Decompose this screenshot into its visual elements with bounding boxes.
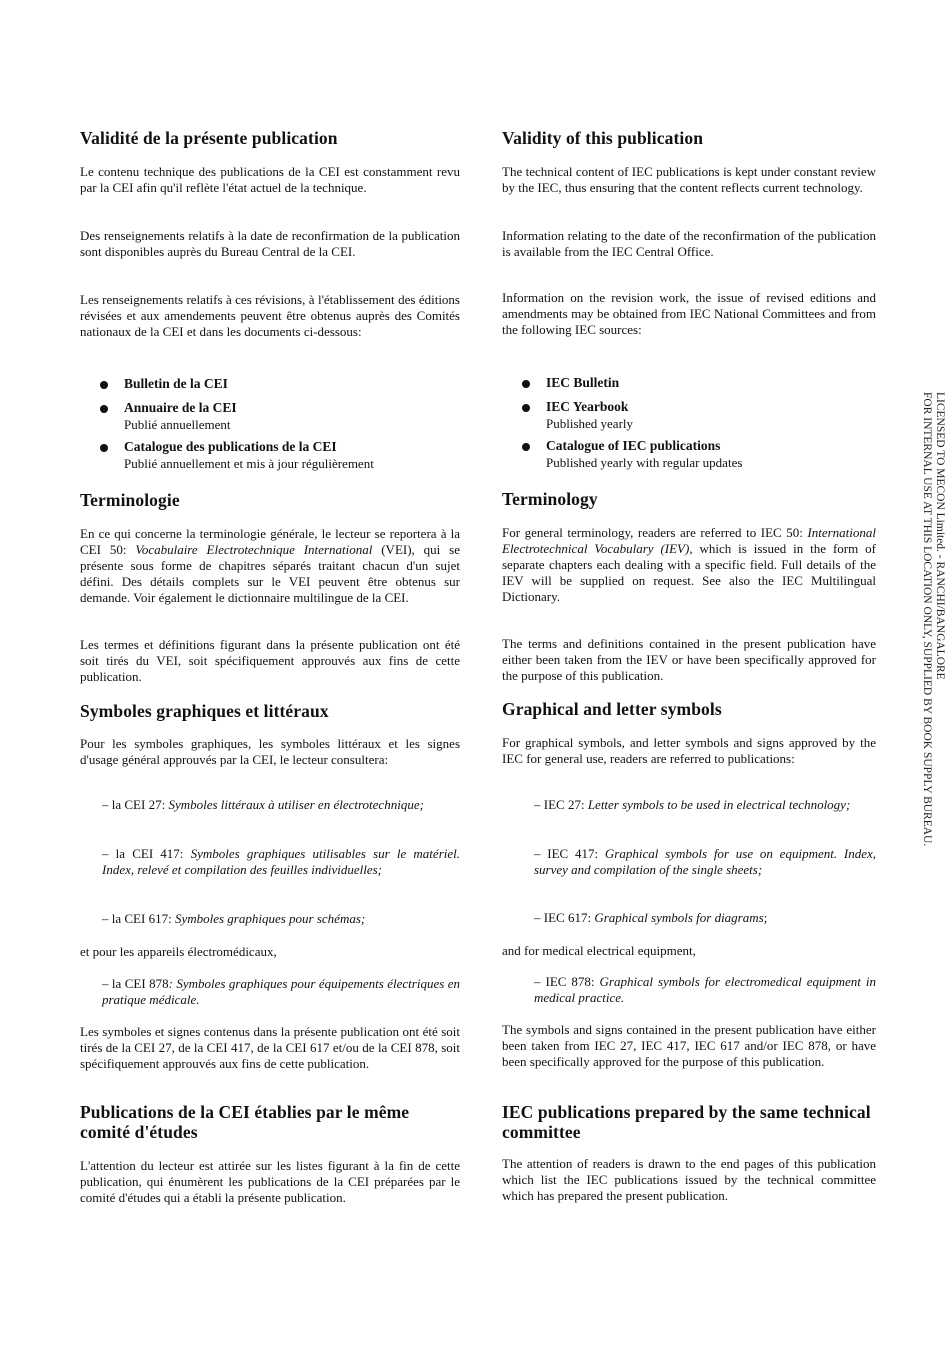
fr-symbol-ref-417: – la CEI 417: Symboles graphiques utilisables sur le matériel. Index, relevé et compilation des feuilles individuelles; — [102, 846, 460, 877]
en-symbols-p1: For graphical symbols, and letter symbols and signs approved by the IEC for general use, readers are referred to publications: — [502, 735, 876, 766]
en-validity-heading: Validity of this publication — [502, 128, 704, 148]
fr-symbols-p1: Pour les symboles graphiques, les symboles littéraux et les signes d'usage général approuvés par la CEI, le lecteur consultera: — [80, 736, 460, 767]
bullet-icon — [522, 404, 530, 412]
fr-committee-heading: Publications de la CEI établies par le même comité d'études — [80, 1102, 410, 1142]
bullet-icon — [100, 381, 108, 389]
en-terminology-heading: Terminology — [502, 489, 598, 509]
en-committee-p1: The attention of readers is drawn to the end pages of this publication which list the IEC publications issued by the technical committee which has prepared the present publication. — [502, 1156, 876, 1203]
license-line-1: LICENSED TO MECON Limited. - RANCHI/BANGALORE — [934, 392, 946, 680]
bullet-icon — [100, 405, 108, 413]
fr-symbol-ref-617: – la CEI 617: Symboles graphiques pour schémas; — [102, 911, 366, 926]
en-symbols-p2: and for medical electrical equipment, — [502, 943, 696, 958]
en-symbols-heading: Graphical and letter symbols — [502, 699, 722, 719]
fr-terminology-p2: Les termes et définitions figurant dans la présente publication ont été soit tirés du VEI, soit spécifiquement approuvés aux fins de cette publication. — [80, 637, 460, 684]
list-item: Catalogue des publications de la CEI Publié annuellement et mis à jour régulièrement — [80, 438, 460, 472]
en-validity-p2: Information relating to the date of the reconfirmation of the publication is available from the IEC Central Office. — [502, 228, 876, 259]
fr-symbol-ref-878: – la CEI 878: Symboles graphiques pour équipements électriques en pratique médicale. — [102, 976, 460, 1007]
en-symbols-p3: The symbols and signs contained in the present publication have either been taken from IEC 27, IEC 417, IEC 617 and/or IEC 878, or have been specifically approved for the purpose of this publication. — [502, 1022, 876, 1069]
en-validity-p3: Information on the revision work, the issue of revised editions and amendments may be obtained from IEC National Committees and from the following IEC sources: — [502, 290, 876, 337]
fr-committee-p1: L'attention du lecteur est attirée sur les listes figurant à la fin de cette publication, qui énumèrent les publications de la CEI préparées par le comité d'études qui a établi la présente publication. — [80, 1158, 460, 1205]
list-item: Catalogue of IEC publications Published yearly with regular updates — [502, 437, 876, 471]
fr-symbols-heading: Symboles graphiques et littéraux — [80, 701, 329, 721]
en-sources-list — [502, 374, 876, 471]
license-line-2: FOR INTERNAL USE AT THIS LOCATION ONLY, SUPPLIED BY BOOK SUPPLY BUREAU. — [921, 392, 933, 847]
list-item: IEC Yearbook Published yearly — [502, 398, 876, 432]
license-stamp — [916, 392, 948, 952]
en-terminology-p2: The terms and definitions contained in the present publication have either been taken from the IEV or have been specifically approved for the purpose of this publication. — [502, 636, 876, 683]
list-item: IEC Bulletin — [502, 374, 876, 391]
fr-validity-p1: Le contenu technique des publications de la CEI est constamment revu par la CEI afin qu'il reflète l'état actuel de la technique. — [80, 164, 460, 195]
fr-sources-list — [80, 375, 460, 472]
list-item: Bulletin de la CEI — [80, 375, 460, 392]
en-validity-p1: The technical content of IEC publications is kept under constant review by the IEC, thus ensuring that the content reflects current technology. — [502, 164, 876, 195]
en-symbol-ref-27: – IEC 27: Letter symbols to be used in electrical technology; — [534, 797, 851, 812]
en-terminology-p1: For general terminology, readers are referred to IEC 50: International Electrotechnical Vocabulary (IEV), which is issued in the form of separate chapters each dealing with a specific field. Full details of the IEV will be supplied on request. See also the IEC Multilingual Dictionary. — [502, 525, 876, 604]
fr-terminology-heading: Terminologie — [80, 490, 180, 510]
fr-symbols-p3: Les symboles et signes contenus dans la présente publication ont été soit tirés de la CEI 27, de la CEI 417, de la CEI 617 et/ou de la CEI 878, soit spécifiquement approuvés aux fins de cette publication. — [80, 1024, 460, 1071]
en-symbol-ref-617: – IEC 617: Graphical symbols for diagrams; — [534, 910, 768, 925]
license-stamp-text — [920, 392, 946, 952]
list-item: Annuaire de la CEI Publié annuellement — [80, 399, 460, 433]
bullet-icon — [522, 443, 530, 451]
fr-validity-p2: Des renseignements relatifs à la date de reconfirmation de la publication sont disponibles auprès du Bureau Central de la CEI. — [80, 228, 460, 259]
fr-validity-heading: Validité de la présente publication — [80, 128, 338, 148]
bullet-icon — [100, 444, 108, 452]
fr-symbols-p2: et pour les appareils électromédicaux, — [80, 944, 277, 959]
en-committee-heading: IEC publications prepared by the same technical committee — [502, 1102, 871, 1142]
en-symbol-ref-417: – IEC 417: Graphical symbols for use on equipment. Index, survey and compilation of the single sheets; — [534, 846, 876, 877]
en-symbol-ref-878: – IEC 878: Graphical symbols for electromedical equipment in medical practice. — [534, 974, 876, 1005]
bullet-icon — [522, 380, 530, 388]
fr-terminology-p1: En ce qui concerne la terminologie générale, le lecteur se reportera à la CEI 50: Vocabulaire Electrotechnique International (VEI), qui se présente sous forme de chapitres séparés traitant chacun d'un sujet défini. Des détails complets sur le VEI peuvent être obtenus sur demande. Voir également le dictionnaire multilingue de la CEI. — [80, 526, 460, 605]
fr-symbol-ref-27: – la CEI 27: Symboles littéraux à utiliser en électrotechnique; — [102, 797, 424, 812]
fr-validity-p3: Les renseignements relatifs à ces révisions, à l'établissement des éditions révisées et aux amendements peuvent être obtenus auprès des Comités nationaux de la CEI et dans les documents ci-dessous: — [80, 292, 460, 339]
